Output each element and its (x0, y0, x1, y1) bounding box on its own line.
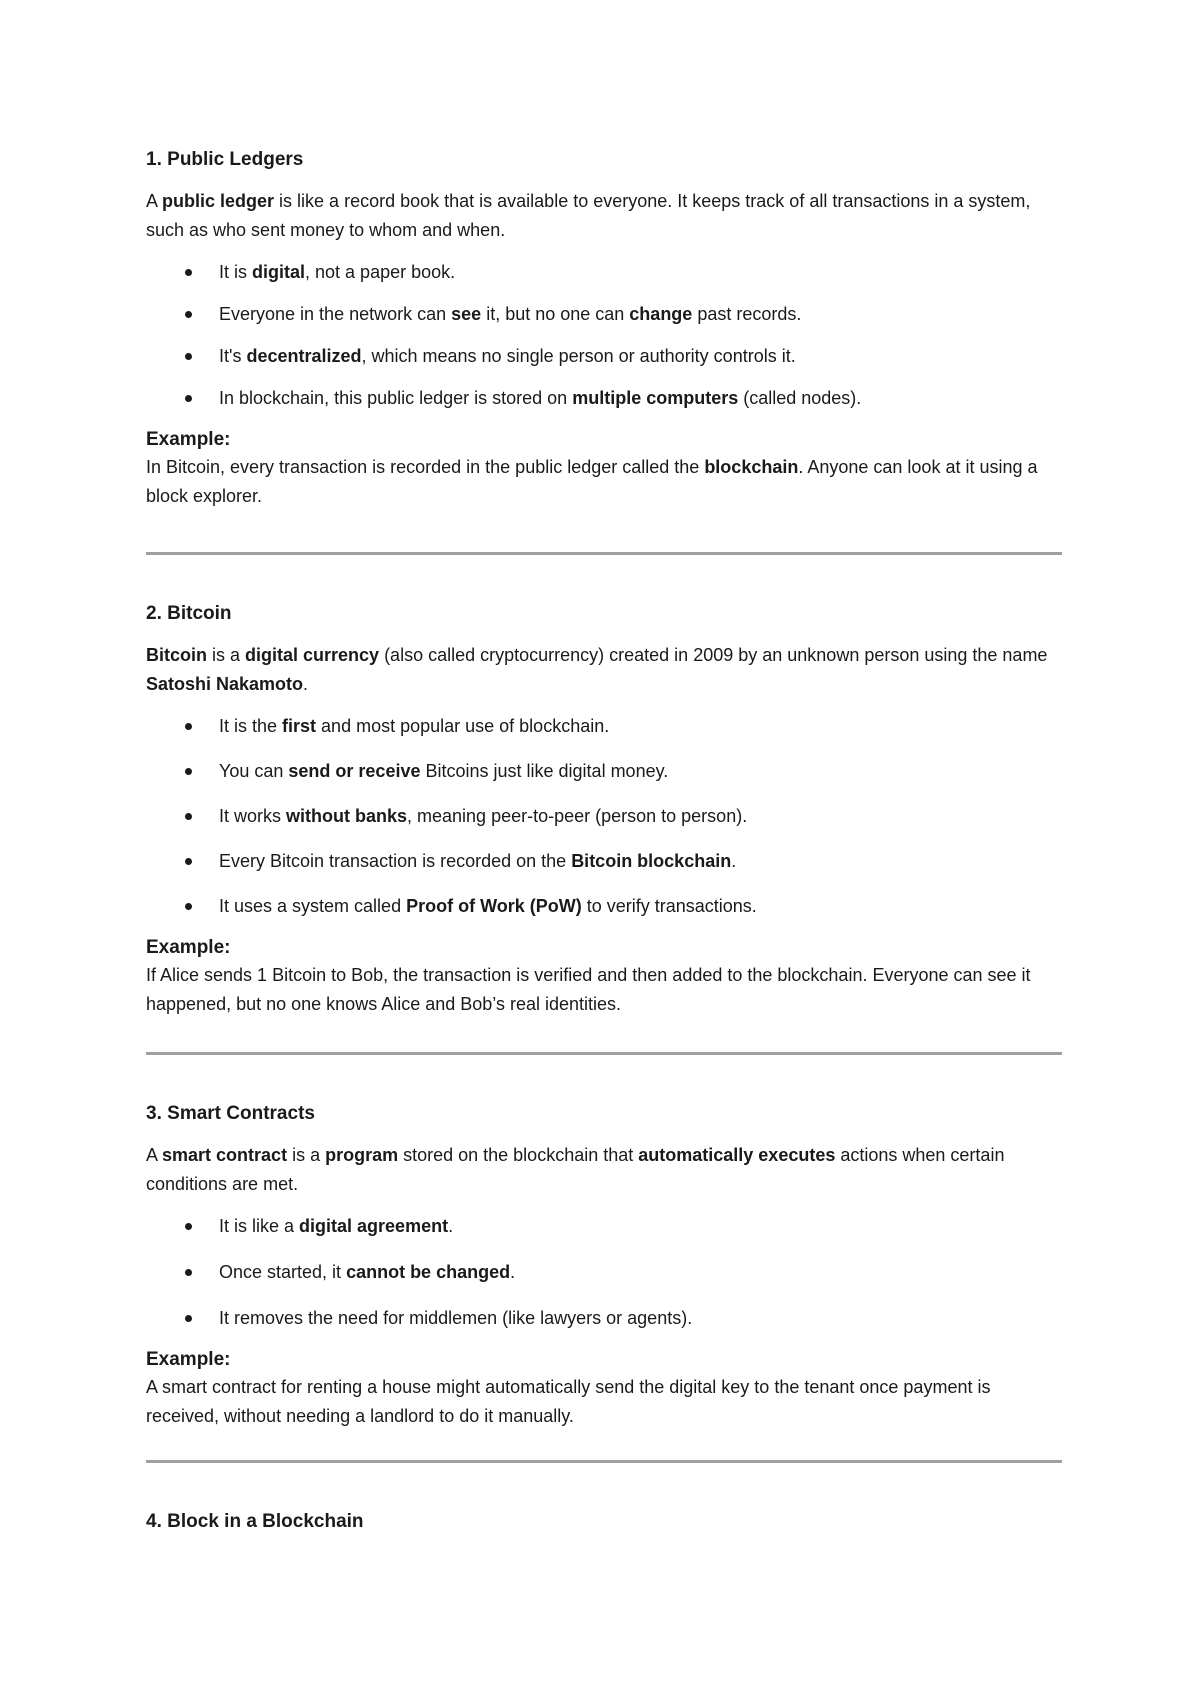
section-divider (146, 1052, 1062, 1055)
bullet-dot-icon (185, 723, 192, 730)
bold-text: automatically executes (638, 1145, 836, 1165)
text-run: past records. (692, 304, 802, 324)
bold-text: digital (252, 262, 306, 282)
text-run: A smart contract for renting a house might automatically send the digital key to the tenant once payment is received, without needing a landlord to do it manually. (146, 1377, 991, 1426)
bold-text: multiple computers (572, 388, 739, 408)
text-run: It works (219, 806, 287, 826)
bullet-item (146, 1260, 1062, 1284)
section-title: Bitcoin (167, 603, 232, 624)
bullet-dot-icon (185, 813, 192, 820)
bold-text: digital agreement (299, 1216, 449, 1236)
bullet-text (219, 1308, 692, 1328)
bold-text: Bitcoin (146, 645, 207, 665)
bullet-dot-icon (185, 1315, 192, 1322)
bold-text: cannot be changed (346, 1262, 511, 1282)
text-run: It removes the need for middlemen (like lawyers or agents). (219, 1308, 693, 1328)
example-paragraph (146, 1373, 1062, 1431)
bullet-dot-icon (185, 269, 192, 276)
bold-text: smart contract (162, 1145, 288, 1165)
bold-text: change (629, 304, 693, 324)
bold-text: blockchain (704, 457, 799, 477)
section-divider (146, 552, 1062, 555)
bold-text: decentralized (246, 346, 362, 366)
bold-text: digital currency (245, 645, 380, 665)
bullet-list (146, 1214, 1062, 1330)
example-paragraph (146, 961, 1062, 1019)
bullet-item (146, 759, 1062, 783)
text-run: It is (219, 262, 253, 282)
bullet-dot-icon (185, 311, 192, 318)
example-label: Example: (146, 937, 231, 958)
section-number: 3. (146, 1103, 162, 1124)
text-run: It is like a (219, 1216, 300, 1236)
bullet-item (146, 386, 1062, 410)
section-number: 2. (146, 603, 162, 624)
bullet-list (146, 714, 1062, 918)
bullet-text (219, 1216, 453, 1236)
bullet-item (146, 344, 1062, 368)
text-run: , which means no single person or authority controls it. (361, 346, 796, 366)
bold-text: send or receive (288, 761, 421, 781)
intro-paragraph (146, 1141, 1062, 1199)
bullet-text (219, 851, 736, 871)
bullet-dot-icon (185, 353, 192, 360)
text-run: . Anyone can look at it using a block explorer. (146, 457, 1038, 506)
bold-text: public ledger (162, 191, 275, 211)
text-run: is like a record book that is available to everyone. It keeps track of all transactions in a system, such as who sent money to whom and when. (146, 191, 1031, 240)
text-run: It's (219, 346, 247, 366)
bold-text: program (325, 1145, 399, 1165)
bullet-dot-icon (185, 768, 192, 775)
bullet-text (219, 1262, 515, 1282)
section-title: Block in a Blockchain (167, 1511, 364, 1532)
text-run: is a (207, 645, 246, 665)
text-run: It uses a system called (219, 896, 407, 916)
text-run: , not a paper book. (305, 262, 456, 282)
text-run: Bitcoins just like digital money. (420, 761, 669, 781)
bullet-text (219, 761, 668, 781)
bullet-text (219, 388, 861, 408)
text-run: actions when certain conditions are met. (146, 1145, 1005, 1194)
bold-text: Bitcoin blockchain (571, 851, 732, 871)
section-divider (146, 1460, 1062, 1463)
text-run: . (303, 674, 309, 694)
example-label: Example: (146, 429, 231, 450)
bullet-text (219, 346, 796, 366)
bullet-list (146, 260, 1062, 410)
section-heading (146, 1102, 1062, 1126)
bullet-item (146, 1214, 1062, 1238)
text-run: It is the (219, 716, 283, 736)
bullet-text (219, 304, 801, 324)
text-run: and most popular use of blockchain. (316, 716, 610, 736)
bullet-text (219, 716, 609, 736)
bullet-item (146, 714, 1062, 738)
text-run: to verify transactions. (581, 896, 757, 916)
bullet-item (146, 804, 1062, 828)
bullet-text (219, 262, 455, 282)
bold-text: see (451, 304, 482, 324)
text-run: Once started, it (219, 1262, 347, 1282)
section-number: 4. (146, 1511, 162, 1532)
text-run: stored on the blockchain that (398, 1145, 639, 1165)
bullet-text (219, 896, 757, 916)
bullet-text (219, 806, 747, 826)
bullet-item (146, 894, 1062, 918)
section-title: Smart Contracts (167, 1103, 315, 1124)
text-run: In Bitcoin, every transaction is recorded in the public ledger called the (146, 457, 705, 477)
text-run: . (510, 1262, 516, 1282)
bullet-item (146, 849, 1062, 873)
text-run: . (731, 851, 737, 871)
bullet-item (146, 260, 1062, 284)
section-block (146, 1510, 1062, 1534)
bullet-dot-icon (185, 903, 192, 910)
text-run: Every Bitcoin transaction is recorded on the (219, 851, 572, 871)
bullet-dot-icon (185, 395, 192, 402)
section-heading (146, 602, 1062, 626)
section-title: Public Ledgers (167, 149, 304, 170)
bullet-item (146, 302, 1062, 326)
text-run: , meaning peer-to-peer (person to person). (407, 806, 748, 826)
section-heading (146, 1510, 1062, 1534)
text-run: (also called cryptocurrency) created in 2009 by an unknown person using the name (379, 645, 1048, 665)
text-run: it, but no one can (481, 304, 630, 324)
bullet-dot-icon (185, 1223, 192, 1230)
bullet-item (146, 1306, 1062, 1330)
bullet-dot-icon (185, 858, 192, 865)
example-paragraph (146, 453, 1062, 511)
text-run: A (146, 1145, 163, 1165)
bold-text: Proof of Work (PoW) (406, 896, 582, 916)
bold-text: without banks (286, 806, 408, 826)
intro-paragraph (146, 641, 1062, 699)
intro-paragraph (146, 187, 1062, 245)
text-run: If Alice sends 1 Bitcoin to Bob, the transaction is verified and then added to the blockchain. Everyone can see it happened, but no one knows Alice and Bob’s real identities. (146, 965, 1031, 1014)
bullet-dot-icon (185, 1269, 192, 1276)
text-run: You can (219, 761, 289, 781)
section-bitcoin (146, 602, 1062, 1019)
bold-text: first (282, 716, 317, 736)
text-run: is a (287, 1145, 326, 1165)
section-heading (146, 148, 1062, 172)
text-run: A (146, 191, 163, 211)
example-label: Example: (146, 1349, 231, 1370)
section-number: 1. (146, 149, 162, 170)
bold-text: Satoshi Nakamoto (146, 674, 304, 694)
text-run: Everyone in the network can (219, 304, 452, 324)
text-run: (called nodes). (738, 388, 862, 408)
section-smart-contracts (146, 1102, 1062, 1431)
text-run: . (448, 1216, 454, 1236)
text-run: In blockchain, this public ledger is stored on (219, 388, 573, 408)
section-public-ledgers (146, 148, 1062, 511)
